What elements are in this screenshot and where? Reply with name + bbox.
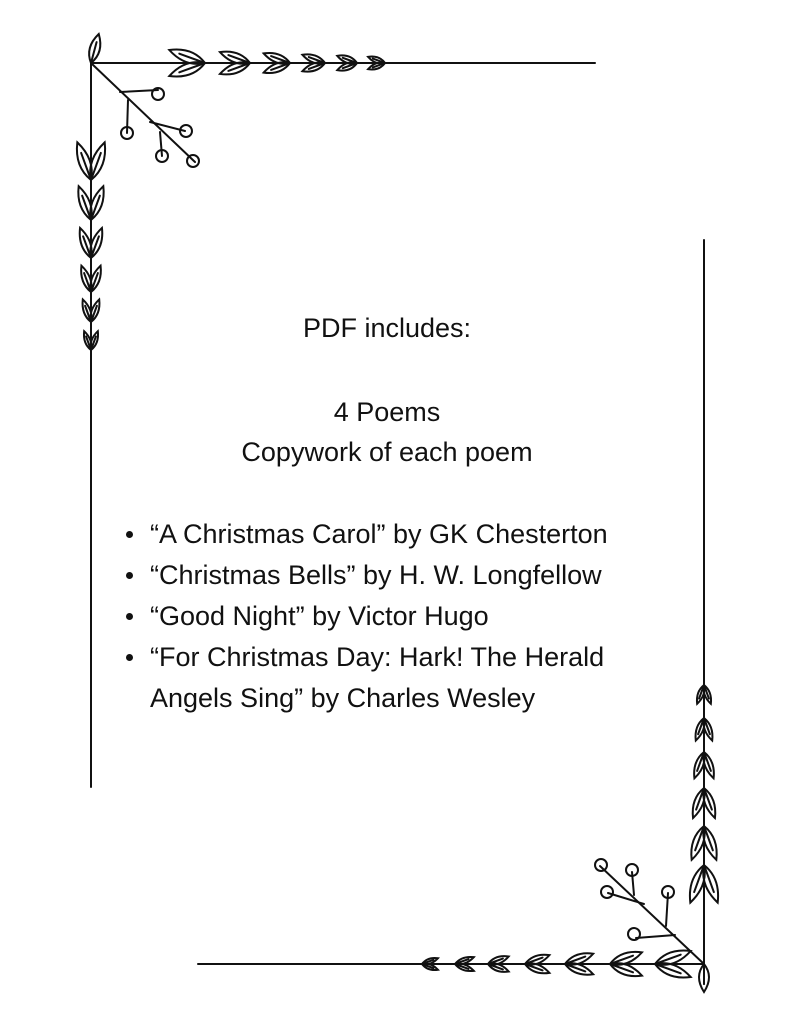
sprig-branch — [160, 132, 162, 156]
contents-line: 4 Poems — [333, 397, 441, 427]
contents-line: Copywork of each poem — [241, 437, 533, 467]
sprig-stem — [600, 866, 704, 964]
sprig-branch — [636, 935, 675, 938]
poem-title: “Good Night” by Victor Hugo — [150, 601, 489, 631]
poem-list-item — [122, 555, 682, 596]
poem-title: “For Christmas Day: Hark! The Herald — [150, 642, 605, 672]
poem-list-item — [122, 596, 682, 637]
berry-icon — [601, 886, 613, 898]
poem-title: “A Christmas Carol” by GK Chesterton — [150, 519, 608, 549]
berry-icon — [628, 928, 640, 940]
poem-list-item — [122, 637, 682, 719]
contents-summary — [0, 392, 784, 472]
poem-list — [122, 514, 682, 719]
sprig-stem — [91, 63, 195, 162]
berry-icon — [595, 859, 607, 871]
poem-title: “Christmas Bells” by H. W. Longfellow — [150, 560, 602, 590]
poem-list-item — [122, 514, 682, 555]
pdf-includes-heading: PDF includes: — [302, 313, 472, 343]
poem-title-continued: Angels Sing” by Charles Wesley — [150, 683, 536, 713]
